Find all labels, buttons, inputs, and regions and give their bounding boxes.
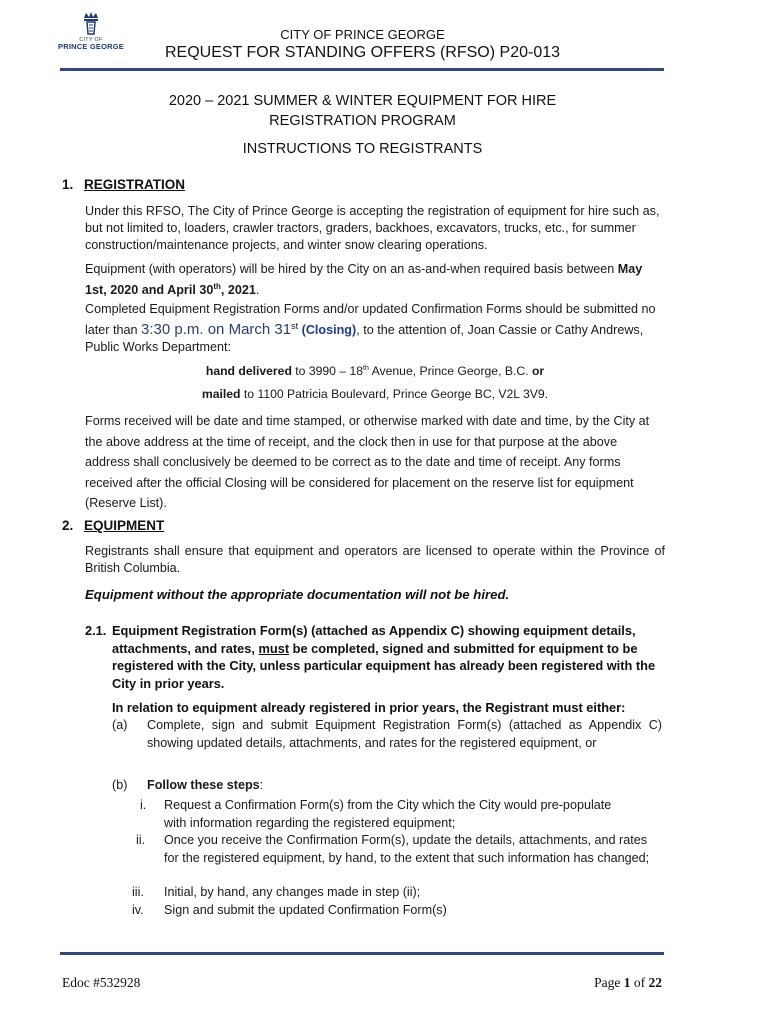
section-2-label: EQUIPMENT [84,518,165,533]
step-i-number: i. [140,798,147,812]
title-line-1: 2020 – 2021 SUMMER & WINTER EQUIPMENT FOR HIRE [168,93,557,109]
hand-or: or [531,364,545,378]
p2-period: . [255,283,260,298]
s21-text-b: be completed, signed and submitted for equipment to be registered with the City, unless particular equipment has already been registered with the City in prior years. [112,640,656,691]
p3-superscript: st [291,321,299,331]
option-a-label: (a) [112,718,128,732]
p2-date-range: May 1st, 2020 and April 30 [85,262,643,298]
p3-closing: (Closing) [301,323,357,338]
hand-address: to 3990 – 18 [291,364,364,378]
page-label: Page [594,975,624,990]
option-b-label: (b) [112,778,128,792]
footer-rule [60,952,664,955]
p2-superscript: th [213,282,221,291]
step-iv-text: Sign and submit the updated Confirmation Form(s) [164,903,447,917]
page-number [594,975,662,991]
p2-text: Equipment (with operators) will be hired by the City on an as-and-when required basis between [85,262,618,276]
section-1-paragraph-1: Under this RFSO, The City of Prince George is accepting the registration of equipment for hire such as, but not limited to, loaders, crawler tractors, graders, backhoes, excavators, trucks, etc., for summer construction/maintenance projects, and winter snow clearing operations. [85,204,660,252]
p3-time: 3:30 p.m. on [141,321,225,339]
section-2-paragraph-1: Registrants shall ensure that equipment and operators are licensed to operate within the Province of British Columbia. [85,544,665,575]
header-city: CITY OF PRINCE GEORGE [280,27,445,42]
subsection-2-1-text [112,622,660,692]
page-total: 22 [648,975,662,990]
document-number: Edoc #532928 [62,975,141,990]
section-1-paragraph-2 [85,261,665,299]
title-line-2: REGISTRATION PROGRAM [269,113,456,129]
step-ii-text: Once you receive the Confirmation Form(s), update the details, attachments, and rates for the registered equipment, by hand, to the extent that such information has changed; [164,833,650,865]
step-iv-number: iv. [132,903,144,917]
prior-registration-lead: In relation to equipment already registered in prior years, the Registrant must either: [112,700,626,715]
subsection-2-1-number: 2.1. [85,623,107,638]
s21-must: must [258,640,290,656]
documentation-warning: Equipment without the appropriate documentation will not be hired. [85,587,510,602]
page-of: of [630,975,649,990]
section-1-paragraph-3 [85,301,665,356]
header-rfso: REQUEST FOR STANDING OFFERS (RFSO) P20-013 [164,44,561,61]
follow-steps-label: Follow these steps [147,778,260,792]
page-current: 1 [623,975,631,990]
subsection-2-1 [85,622,660,692]
section-2-number: 2. [62,518,74,533]
mail-line [85,387,665,401]
section-1-number: 1. [62,177,74,192]
p3-text-end: , to the attention of, Joan Cassie or Cathy Andrews, Public Works Department: [85,323,644,355]
option-b-text [147,777,263,795]
s21-text-a: Equipment Registration Form(s) (attached as Appendix C) showing equipment details, attachments, and rates, [112,623,636,656]
hand-address-end: Avenue, Prince George, B.C. [368,364,532,378]
section-1-paragraph-4: Forms received will be date and time stamped, or otherwise marked with date and time, by the City at the above address at the time of receipt, and the clock then in use for that purpose at the above address shall conclusively be deemed to be correct as to the date and time of receipt. Any forms received after the official Closing will be considered for placement on the reserve list for equipment (Reserve List). [85,414,650,510]
mail-address: to 1100 Patricia Boulevard, Prince George BC, V2L 3V9. [240,387,549,401]
step-ii-number: ii. [136,833,146,847]
mailed-label: mailed [201,387,241,401]
logo-text-big: PRINCE GEORGE [58,42,124,51]
hand-superscript: th [363,364,369,372]
hand-delivered-label: hand delivered [205,364,292,378]
follow-steps-colon: : [259,778,264,792]
section-2-heading [62,518,164,533]
header-rule [60,68,664,71]
step-iii-text: Initial, by hand, any changes made in step (ii); [164,885,421,899]
p2-year: , 2021 [220,283,256,298]
p3-text: Completed Equipment Registration Forms and/or updated Confirmation Forms should be submitted no later than [85,302,656,338]
title-line-3: INSTRUCTIONS TO REGISTRANTS [242,141,483,157]
section-1-heading [62,177,185,192]
step-iii-number: iii. [132,885,144,899]
step-i-text: Request a Confirmation Form(s) from the City which the City would pre-populate with information regarding the registered equipment; [164,798,612,830]
p3-date: March 31 [224,321,292,339]
hand-delivery-line [85,364,665,378]
option-a-text: Complete, sign and submit Equipment Registration Form(s) (attached as Appendix C) showing updated details, attachments, and rates for the registered equipment, or [147,718,662,750]
logo-text-small: CITY OF [79,37,103,43]
section-1-label: REGISTRATION [84,177,185,192]
